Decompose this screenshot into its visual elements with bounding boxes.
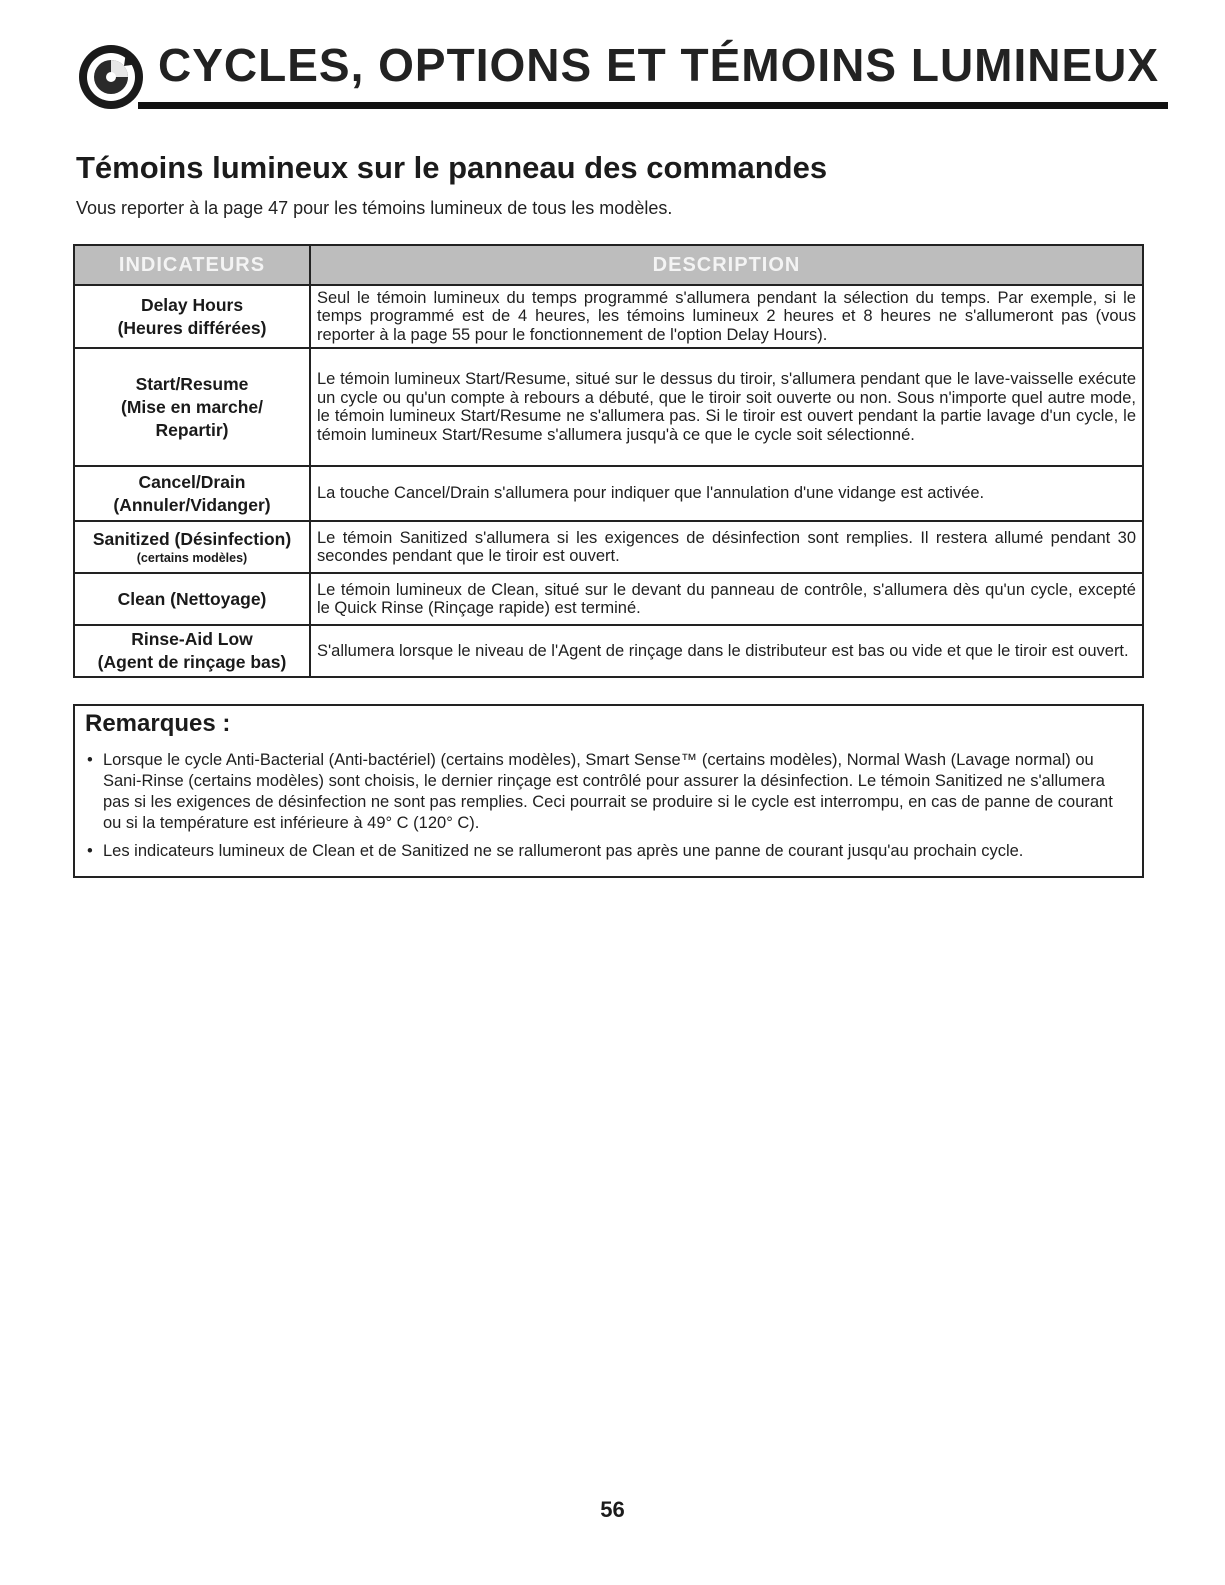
table-row (74, 573, 1143, 625)
column-header-indicators: INDICATEURS (74, 245, 310, 285)
table-row (74, 348, 1143, 466)
page-header (76, 30, 1168, 120)
indicator-name: Repartir) (155, 419, 229, 440)
indicator-name: Sanitized (Désinfection) (92, 529, 292, 549)
table-row (74, 625, 1143, 677)
table-row (74, 521, 1143, 573)
cycle-circle-icon (76, 42, 146, 112)
indicator-description: Le témoin lumineux de Clean, situé sur le devant du panneau de contrôle, s'allumera dès qu'un cycle, excepté le Quick Rinse (Rinçage rapide) est terminé. (310, 573, 1143, 625)
indicator-name-cell (74, 285, 310, 348)
section-heading: Témoins lumineux sur le panneau des commandes (76, 150, 828, 185)
indicator-description: Seul le témoin lumineux du temps programmé s'allumera pendant la sélection du temps. Par exemple, si le temps programmé est de 4 heures, les témoins lumineux 2 heures et 8 heures ne s'allumeront pas (vous reporter à la page 55 pour le fonctionnement de l'option Delay Hours). (310, 285, 1143, 348)
indicator-name: Start/Resume (135, 373, 249, 394)
indicator-name: Cancel/Drain (138, 471, 246, 492)
indicator-name-cell (74, 521, 310, 573)
remark-text: Lorsque le cycle Anti-Bacterial (Anti-bactériel) (certains modèles), Smart Sense™ (certains modèles), Normal Wash (Lavage normal) ou Sani-Rinse (certains modèles) sont choisis, le dernier rinçage est contrôlé pour assurer la désinfection. Le témoin Sanitized ne s'allumera pas si les exigences de désinfection ne sont pas remplies. Ceci pourrait se produire si le cycle est interrompu, en cas de panne de courant ou si la température est inférieure à 49° C (120° C). (103, 751, 1113, 832)
indicator-name: (Agent de rinçage bas) (97, 652, 287, 672)
table-row (74, 285, 1143, 348)
indicator-name-cell (74, 466, 310, 521)
table-header-row (74, 245, 1143, 285)
indicator-table (73, 244, 1144, 678)
indicator-description: S'allumera lorsque le niveau de l'Agent de rinçage dans le distributeur est bas ou vide et que le tiroir est ouvert. (310, 625, 1143, 677)
bullet-icon: • (87, 842, 93, 860)
column-header-description: DESCRIPTION (310, 245, 1143, 285)
indicator-name: Delay Hours (140, 294, 244, 315)
section-intro: Vous reporter à la page 47 pour les témoins lumineux de tous les modèles. (76, 198, 673, 218)
table-row (74, 466, 1143, 521)
indicator-description: La touche Cancel/Drain s'allumera pour indiquer que l'annulation d'une vidange est activée. (310, 466, 1143, 521)
indicator-description: Le témoin Sanitized s'allumera si les exigences de désinfection sont remplies. Il restera allumé pendant 30 secondes pendant que le tiroir est ouvert. (310, 521, 1143, 573)
list-item (85, 841, 1135, 862)
indicator-description: Le témoin lumineux Start/Resume, situé sur le dessus du tiroir, s'allumera pendant que le lave-vaisselle exécute un cycle ou qu'un compte à rebours a débuté, que le tiroir soit ouverte ou non. Sous n'importe quel autre mode, le témoin lumineux Start/Resume ne s'allumera pas. Si le tiroir est ouvert pendant la partie lavage d'un cycle, le témoin lumineux Start/Resume s'allumera jusqu'à ce que le cycle soit sélectionné. (310, 348, 1143, 466)
indicator-name-cell (74, 625, 310, 677)
indicator-name: (Annuler/Vidanger) (113, 494, 271, 515)
title-rule (138, 102, 1168, 109)
remarks-title: Remarques : (85, 710, 231, 737)
indicator-name-cell (74, 348, 310, 466)
indicator-name: (Mise en marche/ (121, 396, 263, 417)
indicator-name: Clean (Nettoyage) (117, 588, 267, 609)
indicator-subnote: (certains modèles) (136, 551, 248, 565)
page-title: CYCLES, OPTIONS ET TÉMOINS LUMINEUX (158, 39, 1160, 91)
remark-text: Les indicateurs lumineux de Clean et de Sanitized ne se rallumeront pas après une panne de courant jusqu'au prochain cycle. (103, 842, 1024, 860)
indicator-name: (Heures différées) (117, 317, 267, 338)
page-number: 56 (600, 1497, 625, 1522)
indicator-name-cell (74, 573, 310, 625)
bullet-icon: • (87, 751, 93, 769)
list-item (85, 750, 1135, 834)
remarks-list (85, 750, 1135, 869)
remarks-box (73, 704, 1144, 878)
indicator-name: Rinse-Aid Low (131, 629, 253, 649)
